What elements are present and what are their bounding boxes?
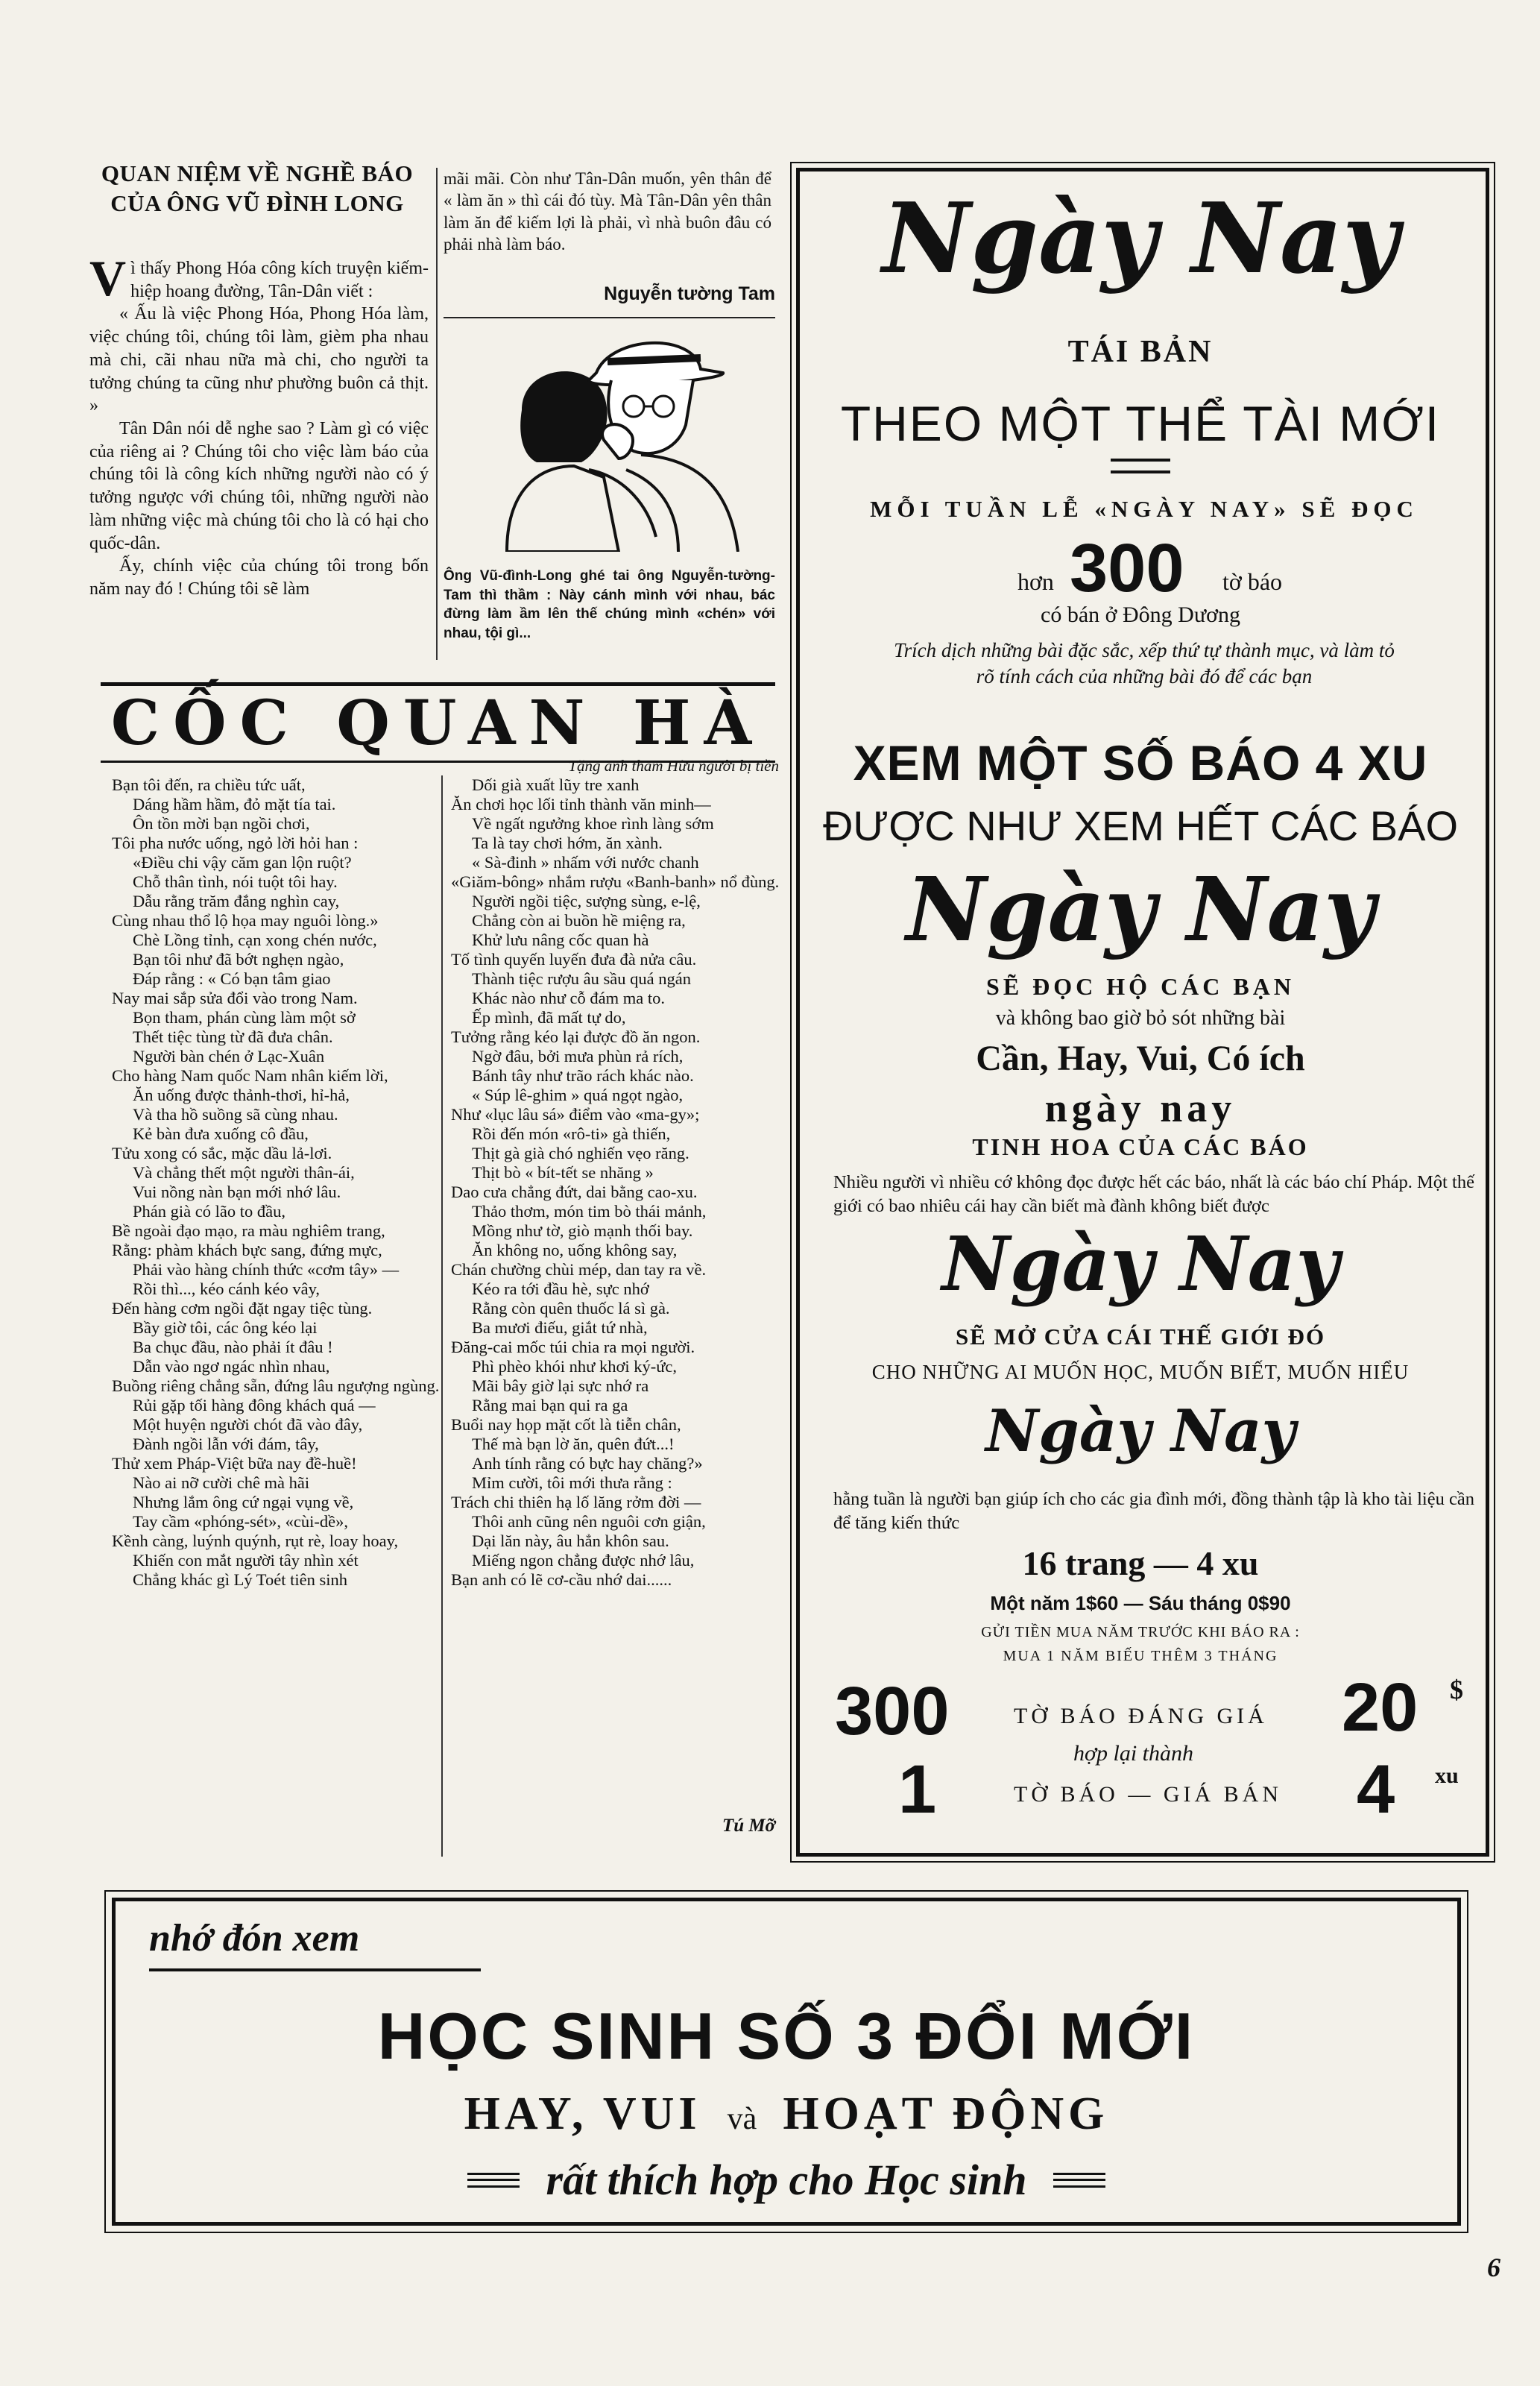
poem-line: Mỉm cười, tôi mới thưa rằng : xyxy=(472,1473,672,1492)
poem-line: «Điều chi vậy căm gan lộn ruột? xyxy=(133,853,352,872)
article-paragraph-2: « Ấu là việc Phong Hóa, Phong Hóa làm, việc chúng tôi, chúng tôi làm, gièm pha nhau mà chi, cãi nhau nữa mà chi, cho người ta tưởng chúng ta cũng như phường buôn cả thịt. » xyxy=(89,304,429,416)
article-paragraph-3: Tân Dân nói dễ nghe sao ? Làm gì có việc của riêng ai ? Chúng tôi cho việc làm báo của chúng tôi là công kích những người nào có ý tưởng ngược với chúng tôi, những người nào làm những việc mà chúng tôi cho là có hại cho quốc-dân. xyxy=(89,419,429,553)
poem-line: Ăn không no, uống không say, xyxy=(472,1241,678,1259)
article-paragraph-1: ì thấy Phong Hóa công kích truyện kiếm-hiệp hoang đường, Tân-Dân viết : xyxy=(130,259,429,301)
poem-line: Thết tiệc tùng từ đã đưa chân. xyxy=(133,1027,333,1046)
cartoon-caption: Ông Vũ-đình-Long ghé tai ông Nguyễn-tường-Tam thì thầm : Này cánh mình với nhau, bác đừng làm ầm lên thế chúng mình «chén» với nhau, tội gì... xyxy=(444,568,775,641)
ad-to-bao-dang-gia: TỜ BÁO ĐÁNG GIÁ xyxy=(1014,1704,1268,1728)
poem-line: Rồi đến món «rô-ti» gà thiến, xyxy=(472,1124,671,1143)
poem-line: Kéo ra tới đầu hè, sực nhớ xyxy=(472,1279,649,1298)
ad-double-rule xyxy=(1111,459,1170,473)
ad-dollar-sign: $ xyxy=(1450,1675,1463,1704)
ad-mot-nam: Một năm 1$60 — Sáu tháng 0$90 xyxy=(990,1592,1291,1614)
ad-price-300: 300 xyxy=(835,1673,950,1749)
ad-masthead-2: Ngày Nay xyxy=(906,857,1375,961)
poem-line: Dẫu rằng trăm đắng nghìn cay, xyxy=(133,892,340,910)
page-number: 6 xyxy=(1487,2253,1500,2282)
poem-line: Thế mà bạn lờ ăn, quên đứt...! xyxy=(472,1435,675,1453)
poem-line: Bọn tham, phán cùng làm một sở xyxy=(133,1008,356,1027)
dropcap: V xyxy=(89,250,127,306)
article-author: Nguyễn tường Tam xyxy=(604,283,775,304)
bottom-ad-underline xyxy=(149,1968,481,1971)
poem-line: Phán già có lão to đầu, xyxy=(133,1202,285,1221)
ad-hop-lai: hợp lại thành xyxy=(1073,1741,1194,1766)
poem-line: Thịt bò « bít-tết se nhăng » xyxy=(472,1163,654,1182)
ad-price-4: 4 xyxy=(1357,1751,1395,1828)
ad-hon: hơn xyxy=(1017,568,1054,595)
ad-co-ban: có bán ở Đông Dương xyxy=(1041,602,1240,627)
poem-line: Thôi anh cũng nên nguôi cơn giận, xyxy=(472,1512,706,1531)
ad-cho-nhung: CHO NHỮNG AI MUỐN HỌC, MUỐN BIẾT, MUỐN HIỂU xyxy=(871,1361,1410,1383)
poem-line: Bạn tôi đến, ra chiều tức uất, xyxy=(112,775,306,794)
ad-xem-mot: XEM MỘT SỐ BÁO 4 XU xyxy=(853,735,1428,790)
column-rule xyxy=(436,168,438,660)
poem-line: Phải vào hàng chính thức «cơm tây» — xyxy=(133,1260,400,1279)
ad-price-20: 20 xyxy=(1342,1669,1418,1746)
poem-line: Ếp mình, đã mất tự do, xyxy=(472,1008,626,1027)
poem-column-1 xyxy=(112,775,440,1590)
poem-line: Mồng như tờ, giò mạnh thối bay. xyxy=(472,1221,693,1240)
bottom-ad-hay-vui: HAY, VUI xyxy=(464,2088,701,2139)
ad-300: 300 xyxy=(1070,530,1184,606)
poem-line: Người bàn chén ở Lạc-Xuân xyxy=(133,1047,325,1065)
poem-line: Bạn anh có lẽ cơ-cầu nhớ dai...... xyxy=(451,1570,672,1589)
poem-line: Buổi nay họp mặt cốt là tiễn chân, xyxy=(451,1415,681,1434)
bottom-ad-hoc-sinh: HỌC SINH SỐ 3 ĐỔI MỚI xyxy=(377,1999,1196,2073)
article-title-line-2: CỦA ÔNG VŨ ĐÌNH LONG xyxy=(110,190,404,216)
article-section xyxy=(82,160,432,217)
poem-line: Một huyện người chót đã vào đây, xyxy=(133,1415,363,1434)
poem-line: Dao cưa chẳng đứt, dai bằng cao-xu. xyxy=(451,1183,698,1201)
ad-tai-ban: TÁI BẢN xyxy=(1067,335,1214,369)
ad-moi-tuan: MỖI TUẦN LỄ «NGÀY NAY» SẼ ĐỌC xyxy=(870,496,1418,522)
ad-trang: 16 trang — 4 xu xyxy=(1022,1544,1259,1582)
bottom-ad-va: và xyxy=(727,2102,757,2136)
article-title-line-1: QUAN NIỆM VỀ NGHỀ BÁO xyxy=(101,160,414,186)
poem-line: Buồng riêng chẳng sẵn, đứng lâu ngượng ngùng. xyxy=(112,1376,440,1395)
poem-line: Như «lục lâu sá» điểm vào «ma-gy»; xyxy=(451,1105,700,1124)
ad-gui-tien: GỬI TIỀN MUA NĂM TRƯỚC KHI BÁO RA : xyxy=(981,1624,1300,1640)
bottom-ad-nho-don-xem: nhớ đón xem xyxy=(149,1917,360,1960)
triple-rule-left xyxy=(467,2173,520,2188)
poem-line: Nay mai sắp sửa đổi vào trong Nam. xyxy=(112,989,358,1007)
triple-rule-right xyxy=(1053,2173,1105,2188)
poem-author: Tú Mỡ xyxy=(722,1816,775,1836)
poem-line: Và chẳng thết một người thân-ái, xyxy=(133,1163,355,1182)
poem-line: Thịt gà già chó nghiến vẹo răng. xyxy=(472,1144,689,1162)
poem-line: Ngờ đâu, bởi mưa phùn rả rích, xyxy=(472,1047,684,1065)
bottom-ad-rat-thich: rất thích hợp cho Học sinh xyxy=(546,2156,1027,2204)
ad-theo-mot: THEO MỘT THỂ TÀI MỚI xyxy=(840,396,1441,451)
ad-se-mo-cua: SẼ MỞ CỬA CÁI THẾ GIỚI ĐÓ xyxy=(955,1323,1326,1350)
poem-line: Tay cầm «phóng-sét», «cùi-dề», xyxy=(133,1512,348,1531)
poem-title-bar xyxy=(101,682,775,763)
poem-line: Ôn tồn mời bạn ngồi chơi, xyxy=(133,814,310,833)
ad-to-bao-gia-ban: TỜ BÁO — GIÁ BÁN xyxy=(1014,1782,1282,1807)
poem-line: Mãi bây giờ lại sực nhớ ra xyxy=(472,1376,649,1395)
article-continuation: mãi mãi. Còn như Tân-Dân muốn, yên thân để « làm ăn » thì cái đó tùy. Mà Tân-Dân yên thân làm ăn để kiếm lợi là phải, vì nhà buôn đâu có phải nhà làm báo. xyxy=(444,169,771,254)
poem-line: Rằng mai bạn qui ra ga xyxy=(472,1396,628,1414)
poem-line: Rằng: phàm khách bực sang, đứng mực, xyxy=(112,1241,382,1259)
poem-line: Cho hàng Nam quốc Nam nhân kiếm lời, xyxy=(112,1066,388,1085)
poem-line: Chẳng khác gì Lý Toét tiên sinh xyxy=(133,1570,347,1589)
article-body xyxy=(89,250,429,601)
ad-nhieu-nguoi: Nhiều người vì nhiều cớ không đọc được hết các báo, nhất là các báo chí Pháp. Một thế giới có bao nhiêu cái hay cần biết mà đành không biết được xyxy=(833,1172,1474,1216)
poem-line: Rồi thì..., kéo cánh kéo vây, xyxy=(133,1279,320,1298)
poem-line: Chỗ thân tình, nói tuột tôi hay. xyxy=(133,872,338,891)
poem-line: Trách chi thiên hạ lố lăng rởm đời — xyxy=(451,1493,701,1511)
ad-can-hay: Cần, Hay, Vui, Có ích xyxy=(976,1039,1305,1078)
poem-line: Ăn chơi học lối tỉnh thành văn minh— xyxy=(451,795,711,813)
poem-line: Chẳng còn ai buồn hề miệng ra, xyxy=(472,911,686,930)
poem-line: Bề ngoài đạo mạo, ra màu nghiêm trang, xyxy=(112,1221,385,1240)
poem-line: Dẫn vào ngơ ngác nhìn nhau, xyxy=(133,1357,330,1376)
poem-line: Ba mươi điếu, giắt tứ nhà, xyxy=(472,1318,648,1337)
ad-masthead: Ngày Nay xyxy=(882,181,1399,295)
poem-line: Nào ai nỡ cười chê mà hãi xyxy=(133,1473,310,1492)
poem-line: Đành ngồi lẫn với đám, tây, xyxy=(133,1435,319,1453)
poem-line: Kềnh càng, luýnh quýnh, rụt rè, loay hoay, xyxy=(112,1532,399,1550)
ad-trich-dich: Trích dịch những bài đặc sắc, xếp thứ tự thành mục, và làm tỏ rõ tính cách của những bài đó để các bạn xyxy=(894,639,1395,688)
poem-line: Thảo thơm, món tim bò thái mảnh, xyxy=(472,1202,707,1221)
poem-dedication: Tặng anh tham Hữu người bị tiền xyxy=(568,757,779,775)
poem-line: Rằng còn quên thuốc lá sì gà. xyxy=(472,1299,670,1318)
bottom-ad-rat-thich-line xyxy=(119,2155,1454,2205)
ad-mua-1-nam: MUA 1 NĂM BIẾU THÊM 3 THÁNG xyxy=(1003,1648,1278,1664)
ad-tinh-hoa: TINH HOA CỦA CÁC BÁO xyxy=(972,1133,1309,1160)
poem-line: Ba chục đầu, nào phải ít đâu ! xyxy=(133,1338,333,1356)
ad-se-doc-ho: SẼ ĐỌC HỘ CÁC BẠN xyxy=(986,973,1295,1000)
poem-line: « Sà-đinh » nhấm với nước chanh xyxy=(472,853,699,872)
poem-line: Cùng nhau thổ lộ họa may nguôi lòng.» xyxy=(112,911,379,930)
ad-duoc-nhu: ĐƯỢC NHƯ XEM HẾT CÁC BÁO xyxy=(822,802,1459,849)
ad-masthead-3: Ngày Nay xyxy=(941,1220,1339,1308)
poem-line: Nhưng lắm ông cứ ngại vụng về, xyxy=(133,1493,354,1511)
poem-line: Anh tính rằng có bực hay chăng?» xyxy=(472,1454,703,1473)
poem-line: Thành tiệc rượu âu sầu quá ngán xyxy=(472,969,691,988)
poem-line: Đến hàng cơm ngồi đặt ngay tiệc tùng. xyxy=(112,1299,373,1318)
poem-line: Phì phèo khói như khơi ký-ức, xyxy=(472,1357,678,1376)
poem-line: Và tha hồ suồng sã cùng nhau. xyxy=(133,1105,338,1124)
poem-line: Thử xem Pháp-Việt bữa nay đề-huề! xyxy=(112,1454,357,1473)
poem-line: Bầy giờ tôi, các ông kéo lại xyxy=(133,1318,318,1337)
divider-line xyxy=(444,317,775,318)
poem-title: CỐC QUAN HÀ xyxy=(110,687,766,759)
poem-line: Tôi pha nước uống, ngỏ lời hỏi han : xyxy=(112,834,359,852)
poem-line: Tố tình quyến luyến đưa đà nửa câu. xyxy=(451,950,697,969)
poem-line: Bạn tôi như đã bớt nghẹn ngào, xyxy=(133,950,344,969)
poem-line: Người ngồi tiệc, sượng sùng, e-lệ, xyxy=(472,892,701,910)
bottom-ad-hoat-dong: HOẠT ĐỘNG xyxy=(783,2088,1109,2139)
ad-khong-bo-sot: và không bao giờ bỏ sót những bài xyxy=(995,1007,1286,1030)
poem-line: «Giăm-bông» nhắm rượu «Banh-banh» nổ đùng. xyxy=(451,872,780,891)
ad-masthead-4: Ngày Nay xyxy=(985,1397,1296,1465)
poem-line: Chán chường chùi mép, dan tay ra về. xyxy=(451,1260,707,1279)
bottom-ad-hay-vui-line xyxy=(119,2088,1454,2141)
ad-xu: xu xyxy=(1435,1763,1459,1788)
poem-line: Đăng-cai mốc túi chia ra mọi người. xyxy=(451,1338,695,1356)
poem-line: Ăn uống được thảnh-thơi, hỉ-hả, xyxy=(133,1086,350,1104)
poem-line: Về ngất ngưởng khoe rình làng sớm xyxy=(472,814,714,833)
poem-line: Bánh tây như trão rách khác nào. xyxy=(472,1066,694,1085)
poem-line: Tưởng rằng kéo lại được đồ ăn ngon. xyxy=(451,1027,701,1046)
poem-line: Đáp rằng : « Có bạn tâm giao xyxy=(133,969,331,988)
poem-line: « Súp lê-ghim » quá ngọt ngào, xyxy=(472,1086,684,1104)
ad-ngay-nay-lowercase: ngày nay xyxy=(1044,1086,1237,1130)
poem-column-2 xyxy=(451,775,779,1590)
poem-line: Dáng hầm hầm, đỏ mặt tía tai. xyxy=(133,795,336,813)
poem-line: Dối già xuất lũy tre xanh xyxy=(472,775,640,794)
poem-line: Tửu xong có sắc, mặc dầu lả-lơi. xyxy=(112,1144,332,1162)
poem-line: Khác nào như cỗ đám ma to. xyxy=(472,989,665,1007)
poem-line: Kẻ bàn đưa xuống cô đầu, xyxy=(133,1124,309,1143)
poem-line: Rủi gặp tối hàng đông khách quá — xyxy=(133,1396,376,1414)
poem-line: Khiến con mắt người tây nhìn xét xyxy=(133,1551,359,1570)
poem-line: Dại lăn này, âu hẳn khôn sau. xyxy=(472,1532,669,1550)
article-paragraph-4: Ấy, chính việc của chúng tôi trong bốn năm nay đó ! Chúng tôi sẽ làm xyxy=(89,556,429,599)
cartoon-illustration xyxy=(477,328,760,552)
poem-column-rule xyxy=(441,775,443,1857)
poem-line: Chè Lồng tỉnh, cạn xong chén nước, xyxy=(133,931,377,949)
ad-price-1: 1 xyxy=(898,1751,937,1828)
ad-to-bao: tờ báo xyxy=(1222,568,1283,595)
poem-line: Vui nồng nàn bạn mới nhớ lâu. xyxy=(133,1183,341,1201)
poem-line: Ta là tay chơi hớm, ăn xành. xyxy=(472,834,663,852)
poem-line: Khử lưu nâng cốc quan hà xyxy=(472,931,649,949)
poem-line: Miếng ngon chẳng được nhớ lâu, xyxy=(472,1551,695,1570)
ad-hang-tuan: hằng tuần là người bạn giúp ích cho các gia đình mới, đồng thành tập là kho tài liệu cần để tăng kiến thức xyxy=(833,1489,1474,1533)
